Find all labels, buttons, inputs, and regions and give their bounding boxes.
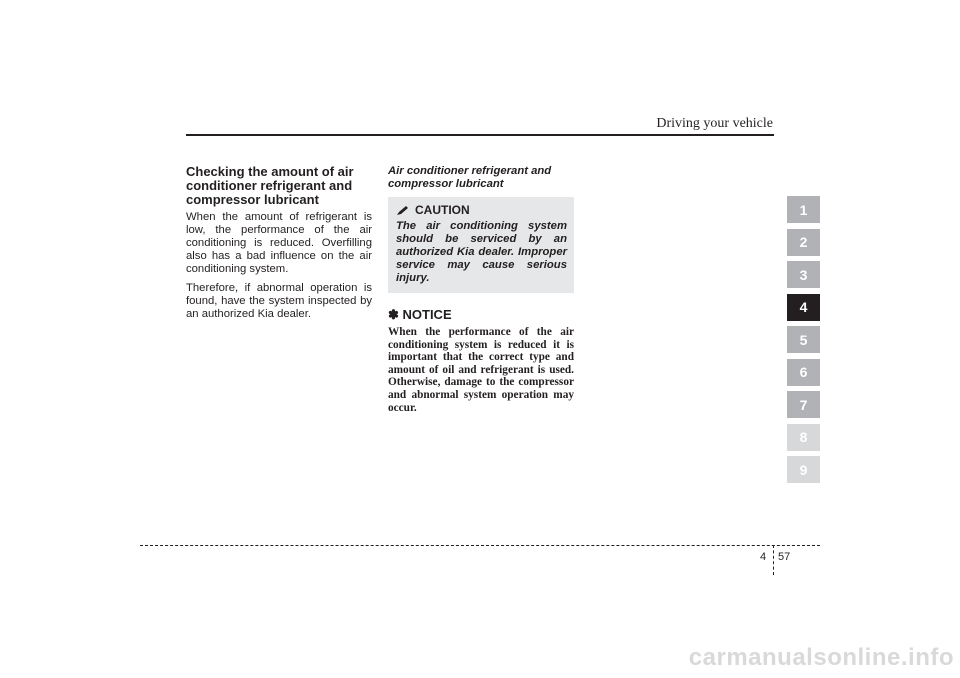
page-chapter-number: 4 [760,551,767,563]
right-column [388,165,574,414]
footer-divider [773,545,774,575]
page-number: 57 [778,551,791,563]
chapter-tab-9[interactable]: 9 [787,456,820,483]
chapter-tab-2[interactable]: 2 [787,229,820,256]
body-paragraph-1: When the amount of refrigerant is low, the performance of the air conditioning is reduced. Overfilling also has a bad influence on the air conditioning system. [186,211,372,275]
chapter-tab-1[interactable]: 1 [787,196,820,223]
watermark: carmanualsonline.info [688,644,954,671]
chapter-tab-6[interactable]: 6 [787,359,820,386]
chapter-tab-7[interactable]: 7 [787,391,820,418]
footer-rule [140,545,820,546]
subsection-heading: Air conditioner refrigerant and compressor lubricant [388,165,552,190]
chapter-tab-8[interactable]: 8 [787,424,820,451]
caution-text: The air conditioning system should be serviced by an authorized Kia dealer. Improper service may cause serious injury. [396,220,567,284]
header-rule [186,134,774,136]
chapter-tabs [787,196,820,489]
left-column [186,165,372,327]
notice-title: ✽ NOTICE [388,307,452,322]
body-paragraph-2: Therefore, if abnormal operation is found, have the system inspected by an authorized Kia dealer. [186,282,372,320]
section-heading: Checking the amount of air conditioner refrigerant and compressor lubricant [186,164,354,207]
pencil-icon [396,205,410,216]
chapter-tab-5[interactable]: 5 [787,326,820,353]
chapter-tab-3[interactable]: 3 [787,261,820,288]
notice-text: When the performance of the air conditioning system is reduced it is important that the correct type and amount of oil and refrigerant is used. Otherwise, damage to the compressor and abnormal system operation may occur. [388,326,574,414]
caution-title [396,203,567,217]
header-title: Driving your vehicle [656,116,773,131]
chapter-tab-4[interactable]: 4 [787,294,820,321]
caution-title-label: CAUTION [415,203,470,217]
caution-box [388,197,574,293]
